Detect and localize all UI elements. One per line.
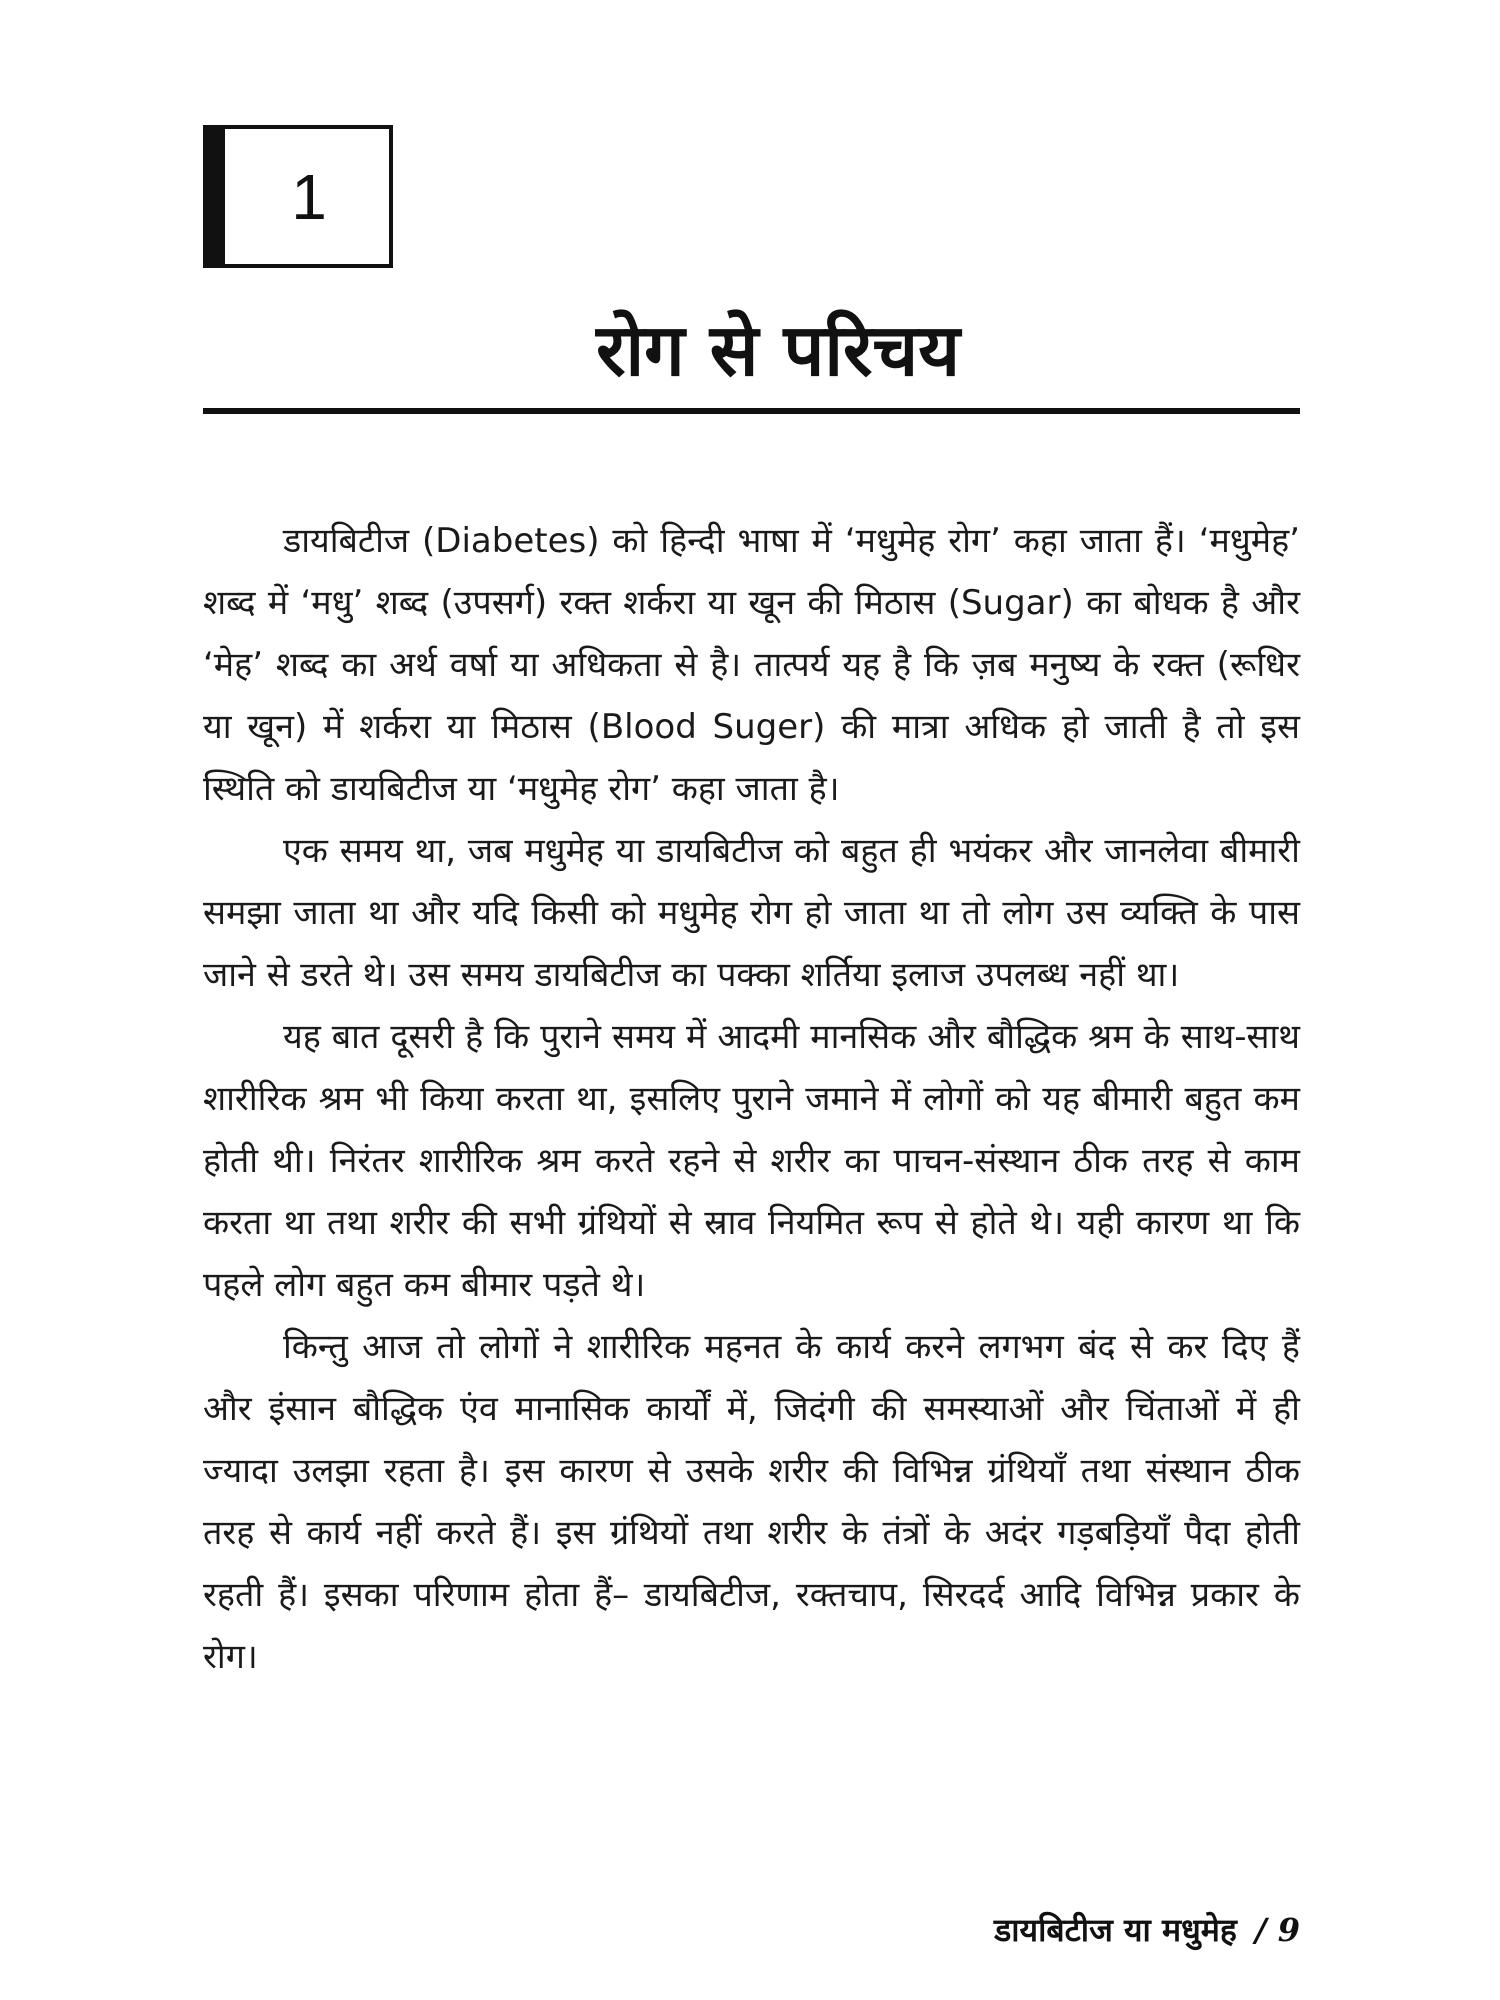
- chapter-title: रोग से परिचय: [596, 307, 960, 392]
- paragraph-1: डायबिटीज (Diabetes) को हिन्दी भाषा में ‘मधुमेह रोग’ कहा जाता हैं। ‘मधुमेह’ शब्द में ‘मधु’ शब्द (उपसर्ग) रक्त शर्करा या खून की मिठास (Sugar) का बोधक है और ‘मेह’ शब्द का अर्थ वर्षा या अधिकता से है। तात्पर्य यह है कि ज़ब मनुष्य के रक्त (रूधिर या खून) में शर्करा या मिठास (Blood Suger) की मात्रा अधिक हो जाती है तो इस स्थिति को डायबिटीज या ‘मधुमेह रोग’ कहा जाता है।: [203, 521, 1300, 809]
- page-footer: [994, 1910, 1300, 1950]
- running-title: डायबिटीज या मधुमेह: [994, 1911, 1237, 1949]
- chapter-body: [203, 510, 1300, 1688]
- paragraph-4: किन्तु आज तो लोगों ने शारीरिक महनत के कार्य करने लगभग बंद से कर दिए हैं और इंसान बौद्धिक एंव मानासिक कार्यों में, जिदंगी की समस्याओं और चिंताओं में ही ज्यादा उलझा रहता है। इस कारण से उसके शरीर की विभिन्न ग्रंथियाँ तथा संस्थान ठीक तरह से कार्य नहीं करते हैं। इस ग्रंथियों तथा शरीर के तंत्रों के अदंर गड़बड़ियाँ पैदा होती रहती हैं। इसका परिणाम होता हैं– डायबिटीज, रक्तचाप, सिरदर्द आदि विभिन्न प्रकार के रोग।: [203, 1327, 1300, 1677]
- chapter-number-box: [203, 125, 393, 268]
- page-number: / 9: [1254, 1911, 1300, 1949]
- paragraph-2: एक समय था, जब मधुमेह या डायबिटीज को बहुत ही भयंकर और जानलेवा बीमारी समझा जाता था और यदि किसी को मधुमेह रोग हो जाता था तो लोग उस व्यक्ति के पास जाने से डरते थे। उस समय डायबिटीज का पक्का शर्तिया इलाज उपलब्ध नहीं था।: [203, 831, 1300, 995]
- chapter-number: 1: [291, 160, 327, 233]
- paragraph-3: यह बात दूसरी है कि पुराने समय में आदमी मानसिक और बौद्धिक श्रम के साथ-साथ शारीरिक श्रम भी किया करता था, इसलिए पुराने जमाने में लोगों को यह बीमारी बहुत कम होती थी। निरंतर शारीरिक श्रम करते रहने से शरीर का पाचन-संस्थान ठीक तरह से काम करता था तथा शरीर की सभी ग्रंथियों से स्राव नियमित रूप से होते थे। यही कारण था कि पहले लोग बहुत कम बीमार पड़ते थे।: [203, 1017, 1300, 1305]
- title-divider: [203, 408, 1300, 414]
